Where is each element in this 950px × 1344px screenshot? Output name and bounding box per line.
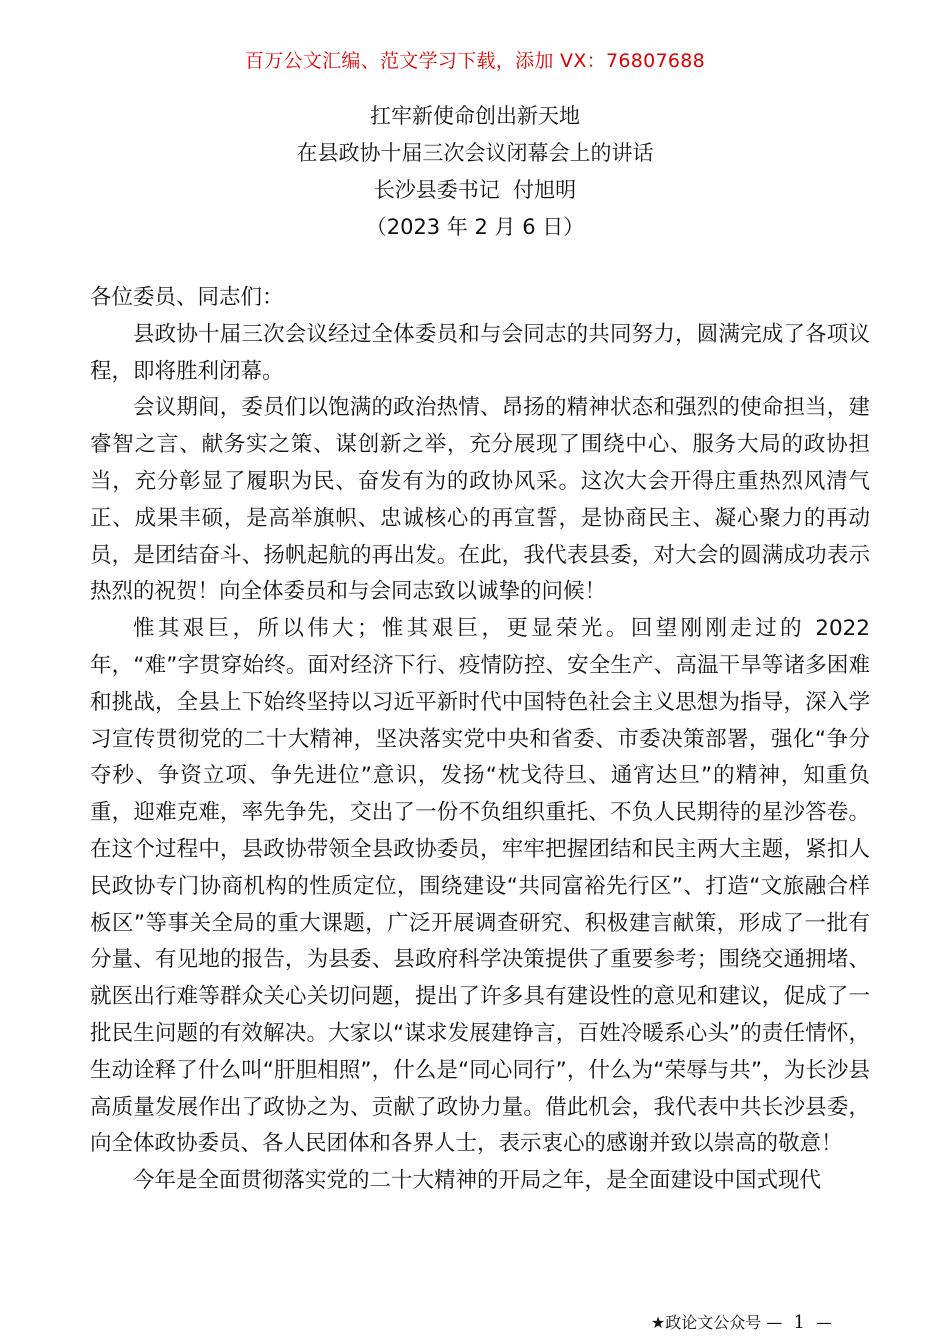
paragraph-1: 县政协十届三次会议经过全体委员和与会同志的共同努力，圆满完成了各项议程，即将胜利闭幕。 <box>90 321 870 384</box>
speech-subtitle: 在县政协十届三次会议闭幕会上的讲话 <box>296 141 654 165</box>
speech-date: （2023 年 2 月 6 日） <box>365 215 585 239</box>
salutation: 各位委员、同志们： <box>90 285 284 310</box>
speaker-line: 长沙县委书记 付旭明 <box>373 178 577 202</box>
footer-source: ★政论文公众号 <box>650 1313 762 1332</box>
paragraph-2: 会议期间，委员们以饱满的政治热情、昂扬的精神状态和强烈的使命担当，建睿智之言、献务实之策、谋创新之举，充分展现了围绕中心、服务大局的政协担当，充分彰显了履职为民、奋发有为的政协风采。这次大会开得庄重热烈风清气正、成果丰硕，是高举旗帜、忠诚核心的再宣誓，是协商民主、凝心聚力的再动员，是团结奋斗、扬帆起航的再出发。在此，我代表县委，对大会的圆满成功表示热烈的祝贺！向全体委员和与会同志致以诚挚的问候！ <box>90 395 870 605</box>
paragraph-3: 惟其艰巨，所以伟大；惟其艰巨，更显荣光。回望刚刚走过的 2022 年，“难”字贯穿始终。面对经济下行、疫情防控、安全生产、高温干旱等诸多困难和挑战，全县上下始终坚持以习近平新时代中国特色社会主义思想为指导，深入学习宣传贯彻党的二十大精神，坚决落实党中央和省委、市委决策部署，强化“争分夺秒、争资立项、争先进位”意识，发扬“枕戈待旦、通宵达旦”的精神，知重负重，迎难克难，率先争先，交出了一份不负组织重托、不负人民期待的星沙答卷。在这个过程中，县政协带领全县政协委员，牢牢把握团结和民主两大主题，紧扣人民政协专门协商机构的性质定位，围绕建设“共同富裕先行区”、打造“文旅融合样板区”等事关全局的重大课题，广泛开展调查研究、积极建言献策，形成了一批有分量、有见地的报告，为县委、县政府科学决策提供了重要参考；围绕交通拥堵、就医出行难等群众关心关切问题，提出了许多具有建设性的意见和建议，促成了一批民生问题的有效解决。大家以“谋求发展建铮言，百姓冷暖系心头”的责任情怀，生动诠释了什么叫“肝胆相照”，什么是“同心同行”，什么为“荣辱与共”，为长沙县高质量发展作出了政协之为、贡献了政协力量。借此机会，我代表中共长沙县委，向全体政协委员、各人民团体和各界人士，表示衷心的感谢并致以崇高的敬意！ <box>90 616 870 1157</box>
speech-title: 扛牢新使命创出新天地 <box>370 104 580 128</box>
speech-body <box>90 280 870 1200</box>
paragraph-4: 今年是全面贯彻落实党的二十大精神的开局之年，是全面建设中国式现代 <box>133 1168 822 1194</box>
page-footer <box>651 1310 832 1333</box>
promo-banner: 百万公文汇编、范文学习下载，添加 VX：76807688 <box>244 50 706 72</box>
page-number: 1 <box>793 1312 805 1333</box>
footer-dash-right: — <box>816 1313 832 1332</box>
footer-dash-left: — <box>766 1313 783 1332</box>
title-block <box>0 98 950 246</box>
